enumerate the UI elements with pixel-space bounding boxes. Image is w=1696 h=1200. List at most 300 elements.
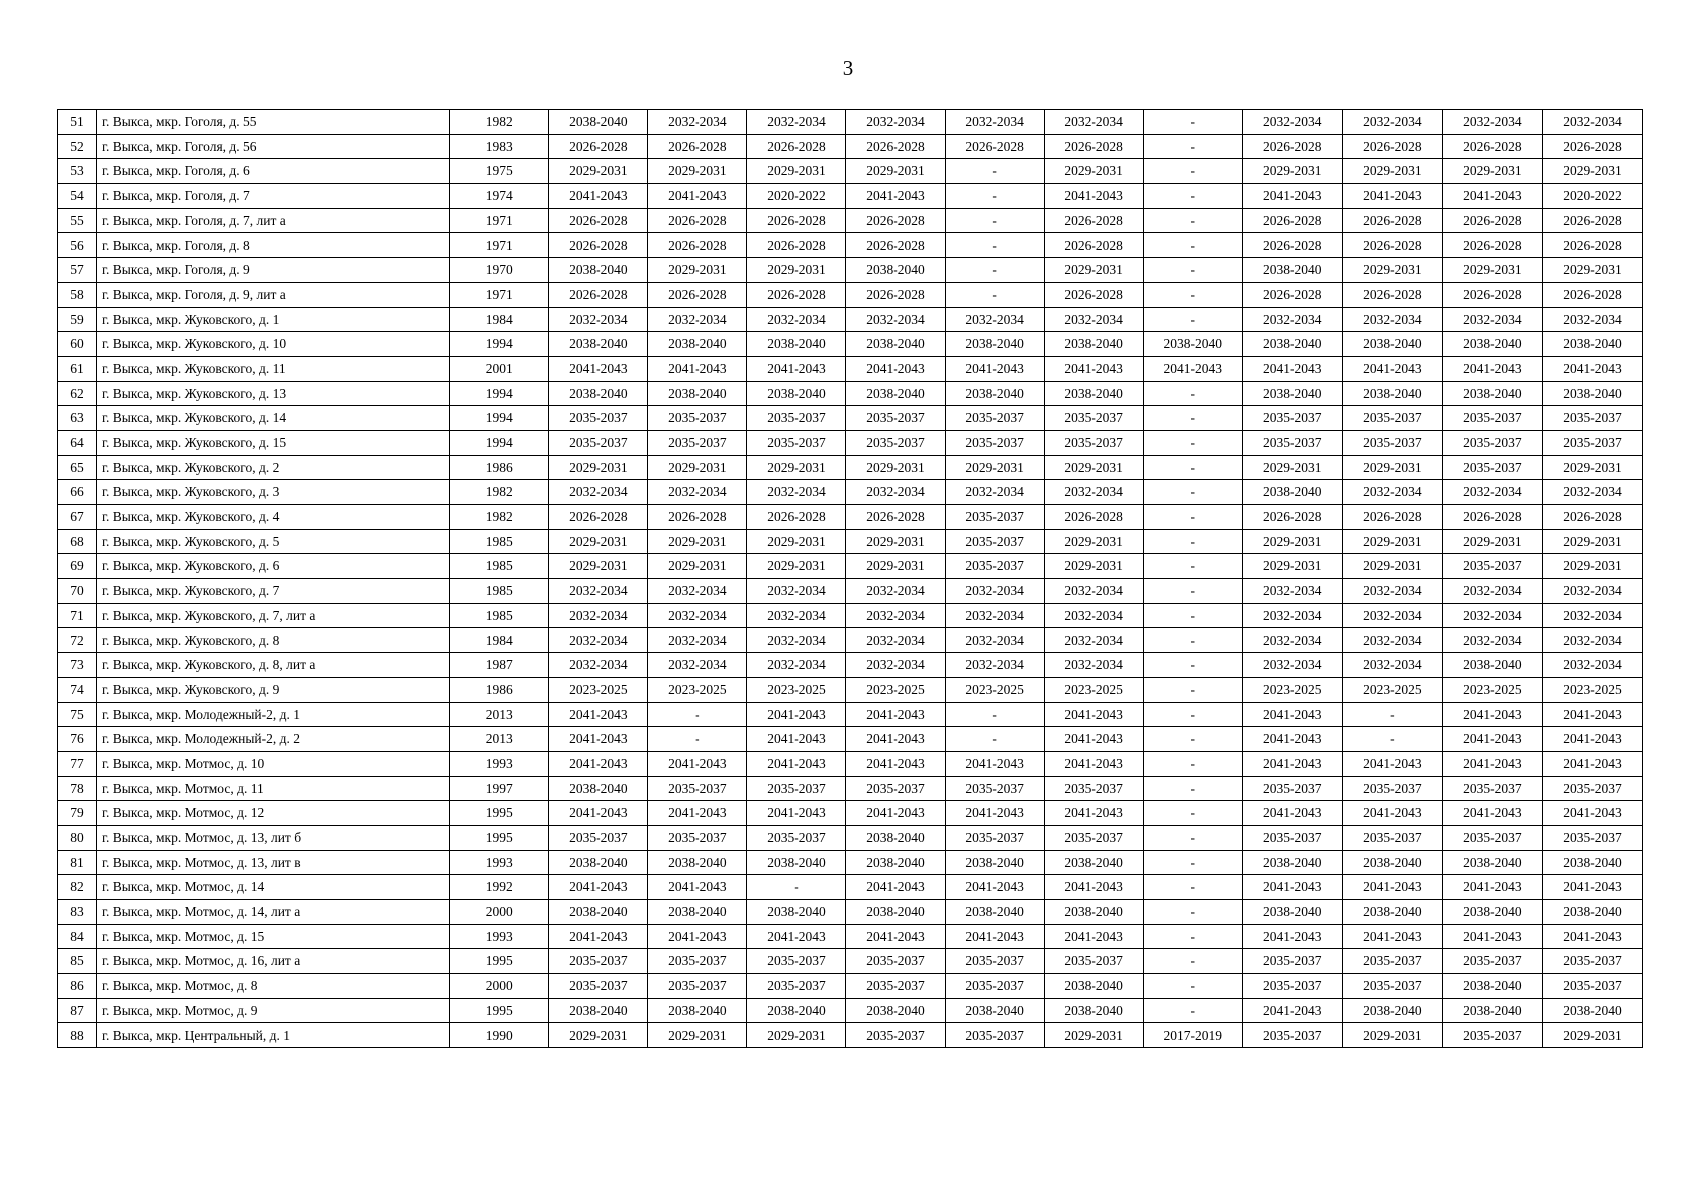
table-row [58, 307, 1643, 332]
period-col-1-cell: 2032-2034 [549, 307, 648, 332]
period-col-7-cell: - [1143, 282, 1242, 307]
period-col-9-cell: 2029-2031 [1342, 455, 1442, 480]
period-col-4-cell: 2032-2034 [846, 653, 945, 678]
period-col-1-cell: 2032-2034 [549, 579, 648, 604]
period-col-4-cell: 2038-2040 [846, 900, 945, 925]
period-col-6-cell: 2038-2040 [1044, 974, 1143, 999]
period-col-4-cell: 2041-2043 [846, 184, 945, 209]
period-col-3-cell: 2035-2037 [747, 974, 846, 999]
period-col-11-cell: 2026-2028 [1542, 282, 1642, 307]
period-col-11-cell: 2041-2043 [1542, 727, 1642, 752]
row-number-cell: 77 [58, 751, 97, 776]
period-col-7-cell: - [1143, 702, 1242, 727]
table-row [58, 825, 1643, 850]
period-col-7-cell: - [1143, 529, 1242, 554]
period-col-7-cell: - [1143, 677, 1242, 702]
period-col-2-cell: 2026-2028 [648, 505, 747, 530]
period-col-3-cell: 2038-2040 [747, 850, 846, 875]
period-col-8-cell: 2041-2043 [1242, 727, 1342, 752]
period-col-11-cell: 2026-2028 [1542, 208, 1642, 233]
period-col-5-cell: 2032-2034 [945, 628, 1044, 653]
period-col-9-cell: 2038-2040 [1342, 332, 1442, 357]
build-year-cell: 1984 [450, 628, 549, 653]
build-year-cell: 1982 [450, 110, 549, 135]
period-col-2-cell: 2041-2043 [648, 875, 747, 900]
period-col-9-cell: 2032-2034 [1342, 579, 1442, 604]
table-row [58, 603, 1643, 628]
period-col-10-cell: 2035-2037 [1442, 1023, 1542, 1048]
period-col-8-cell: 2026-2028 [1242, 134, 1342, 159]
period-col-4-cell: 2038-2040 [846, 850, 945, 875]
build-year-cell: 1995 [450, 825, 549, 850]
period-col-1-cell: 2035-2037 [549, 825, 648, 850]
address-cell: г. Выкса, мкр. Мотмос, д. 13, лит в [97, 850, 450, 875]
row-number-cell: 76 [58, 727, 97, 752]
address-cell: г. Выкса, мкр. Гоголя, д. 6 [97, 159, 450, 184]
period-col-4-cell: 2023-2025 [846, 677, 945, 702]
period-col-10-cell: 2029-2031 [1442, 159, 1542, 184]
period-col-10-cell: 2032-2034 [1442, 307, 1542, 332]
period-col-3-cell: 2038-2040 [747, 998, 846, 1023]
build-year-cell: 1994 [450, 332, 549, 357]
period-col-6-cell: 2041-2043 [1044, 184, 1143, 209]
period-col-7-cell: - [1143, 850, 1242, 875]
period-col-11-cell: 2029-2031 [1542, 529, 1642, 554]
period-col-9-cell: 2041-2043 [1342, 801, 1442, 826]
period-col-3-cell: 2041-2043 [747, 751, 846, 776]
address-cell: г. Выкса, мкр. Гоголя, д. 9, лит а [97, 282, 450, 307]
table-row [58, 134, 1643, 159]
build-year-cell: 1971 [450, 282, 549, 307]
period-col-8-cell: 2035-2037 [1242, 974, 1342, 999]
row-number-cell: 52 [58, 134, 97, 159]
period-col-2-cell: 2026-2028 [648, 208, 747, 233]
address-cell: г. Выкса, мкр. Мотмос, д. 15 [97, 924, 450, 949]
period-col-9-cell: 2035-2037 [1342, 776, 1442, 801]
period-col-3-cell: 2038-2040 [747, 900, 846, 925]
table-row [58, 159, 1643, 184]
build-year-cell: 1982 [450, 505, 549, 530]
period-col-1-cell: 2032-2034 [549, 653, 648, 678]
period-col-2-cell: 2029-2031 [648, 455, 747, 480]
table-row [58, 455, 1643, 480]
build-year-cell: 1993 [450, 924, 549, 949]
period-col-1-cell: 2029-2031 [549, 159, 648, 184]
period-col-8-cell: 2041-2043 [1242, 924, 1342, 949]
address-cell: г. Выкса, мкр. Жуковского, д. 6 [97, 554, 450, 579]
period-col-4-cell: 2032-2034 [846, 579, 945, 604]
period-col-11-cell: 2038-2040 [1542, 998, 1642, 1023]
address-cell: г. Выкса, мкр. Жуковского, д. 14 [97, 406, 450, 431]
period-col-8-cell: 2041-2043 [1242, 801, 1342, 826]
schedule-table [57, 109, 1643, 1048]
address-cell: г. Выкса, мкр. Гоголя, д. 9 [97, 258, 450, 283]
period-col-8-cell: 2035-2037 [1242, 776, 1342, 801]
period-col-11-cell: 2038-2040 [1542, 900, 1642, 925]
period-col-2-cell: 2041-2043 [648, 184, 747, 209]
period-col-5-cell: 2026-2028 [945, 134, 1044, 159]
row-number-cell: 78 [58, 776, 97, 801]
row-number-cell: 54 [58, 184, 97, 209]
table-row [58, 406, 1643, 431]
period-col-2-cell: 2032-2034 [648, 579, 747, 604]
period-col-2-cell: 2038-2040 [648, 900, 747, 925]
period-col-8-cell: 2038-2040 [1242, 850, 1342, 875]
period-col-11-cell: 2029-2031 [1542, 554, 1642, 579]
period-col-2-cell: 2026-2028 [648, 282, 747, 307]
row-number-cell: 80 [58, 825, 97, 850]
period-col-9-cell: 2035-2037 [1342, 974, 1442, 999]
table-row [58, 579, 1643, 604]
period-col-4-cell: 2041-2043 [846, 356, 945, 381]
period-col-11-cell: 2029-2031 [1542, 455, 1642, 480]
period-col-9-cell: 2035-2037 [1342, 825, 1442, 850]
period-col-4-cell: 2026-2028 [846, 208, 945, 233]
period-col-6-cell: 2038-2040 [1044, 850, 1143, 875]
period-col-7-cell: - [1143, 653, 1242, 678]
period-col-1-cell: 2041-2043 [549, 184, 648, 209]
period-col-11-cell: 2041-2043 [1542, 356, 1642, 381]
period-col-7-cell: - [1143, 134, 1242, 159]
period-col-11-cell: 2029-2031 [1542, 1023, 1642, 1048]
row-number-cell: 83 [58, 900, 97, 925]
period-col-3-cell: 2029-2031 [747, 455, 846, 480]
period-col-11-cell: 2032-2034 [1542, 579, 1642, 604]
period-col-10-cell: 2041-2043 [1442, 356, 1542, 381]
row-number-cell: 85 [58, 949, 97, 974]
period-col-4-cell: 2035-2037 [846, 949, 945, 974]
period-col-7-cell: - [1143, 776, 1242, 801]
period-col-10-cell: 2035-2037 [1442, 455, 1542, 480]
period-col-7-cell: - [1143, 184, 1242, 209]
table-row [58, 554, 1643, 579]
table-row [58, 381, 1643, 406]
table-row [58, 480, 1643, 505]
period-col-11-cell: 2041-2043 [1542, 875, 1642, 900]
period-col-6-cell: 2035-2037 [1044, 825, 1143, 850]
row-number-cell: 84 [58, 924, 97, 949]
period-col-3-cell: 2029-2031 [747, 1023, 846, 1048]
period-col-10-cell: 2038-2040 [1442, 653, 1542, 678]
period-col-5-cell: 2038-2040 [945, 332, 1044, 357]
period-col-1-cell: 2038-2040 [549, 900, 648, 925]
period-col-1-cell: 2032-2034 [549, 480, 648, 505]
period-col-1-cell: 2032-2034 [549, 603, 648, 628]
period-col-9-cell: 2032-2034 [1342, 628, 1442, 653]
period-col-5-cell: 2041-2043 [945, 924, 1044, 949]
period-col-5-cell: - [945, 282, 1044, 307]
period-col-6-cell: 2038-2040 [1044, 900, 1143, 925]
period-col-8-cell: 2032-2034 [1242, 110, 1342, 135]
period-col-3-cell: 2035-2037 [747, 825, 846, 850]
period-col-2-cell: 2032-2034 [648, 628, 747, 653]
period-col-8-cell: 2041-2043 [1242, 184, 1342, 209]
period-col-6-cell: 2035-2037 [1044, 430, 1143, 455]
row-number-cell: 86 [58, 974, 97, 999]
period-col-6-cell: 2023-2025 [1044, 677, 1143, 702]
build-year-cell: 1971 [450, 208, 549, 233]
build-year-cell: 2013 [450, 727, 549, 752]
period-col-11-cell: 2023-2025 [1542, 677, 1642, 702]
period-col-9-cell: 2026-2028 [1342, 233, 1442, 258]
period-col-9-cell: 2041-2043 [1342, 356, 1442, 381]
period-col-3-cell: 2032-2034 [747, 480, 846, 505]
address-cell: г. Выкса, мкр. Жуковского, д. 5 [97, 529, 450, 554]
period-col-3-cell: 2032-2034 [747, 110, 846, 135]
period-col-11-cell: 2035-2037 [1542, 949, 1642, 974]
page-number: 3 [842, 56, 854, 80]
period-col-6-cell: 2032-2034 [1044, 110, 1143, 135]
period-col-4-cell: 2032-2034 [846, 603, 945, 628]
period-col-6-cell: 2029-2031 [1044, 1023, 1143, 1048]
period-col-7-cell: - [1143, 208, 1242, 233]
period-col-11-cell: 2032-2034 [1542, 628, 1642, 653]
period-col-8-cell: 2041-2043 [1242, 875, 1342, 900]
period-col-6-cell: 2026-2028 [1044, 282, 1143, 307]
period-col-8-cell: 2041-2043 [1242, 998, 1342, 1023]
row-number-cell: 60 [58, 332, 97, 357]
period-col-7-cell: 2038-2040 [1143, 332, 1242, 357]
period-col-6-cell: 2041-2043 [1044, 801, 1143, 826]
period-col-6-cell: 2041-2043 [1044, 727, 1143, 752]
row-number-cell: 67 [58, 505, 97, 530]
table-row [58, 727, 1643, 752]
period-col-8-cell: 2038-2040 [1242, 332, 1342, 357]
address-cell: г. Выкса, мкр. Жуковского, д. 4 [97, 505, 450, 530]
period-col-8-cell: 2041-2043 [1242, 751, 1342, 776]
period-col-11-cell: 2041-2043 [1542, 801, 1642, 826]
table-row [58, 875, 1643, 900]
period-col-4-cell: 2029-2031 [846, 529, 945, 554]
address-cell: г. Выкса, мкр. Мотмос, д. 11 [97, 776, 450, 801]
build-year-cell: 1985 [450, 579, 549, 604]
build-year-cell: 2000 [450, 900, 549, 925]
row-number-cell: 81 [58, 850, 97, 875]
period-col-2-cell: 2041-2043 [648, 801, 747, 826]
address-cell: г. Выкса, мкр. Жуковского, д. 1 [97, 307, 450, 332]
period-col-2-cell: 2035-2037 [648, 406, 747, 431]
build-year-cell: 1995 [450, 949, 549, 974]
address-cell: г. Выкса, мкр. Гоголя, д. 7 [97, 184, 450, 209]
period-col-11-cell: 2035-2037 [1542, 825, 1642, 850]
row-number-cell: 74 [58, 677, 97, 702]
period-col-10-cell: 2038-2040 [1442, 332, 1542, 357]
row-number-cell: 72 [58, 628, 97, 653]
period-col-3-cell: 2041-2043 [747, 801, 846, 826]
table-row [58, 356, 1643, 381]
table-row [58, 184, 1643, 209]
period-col-10-cell: 2029-2031 [1442, 258, 1542, 283]
build-year-cell: 1985 [450, 554, 549, 579]
period-col-9-cell: 2026-2028 [1342, 282, 1442, 307]
period-col-2-cell: 2029-2031 [648, 529, 747, 554]
period-col-11-cell: 2029-2031 [1542, 159, 1642, 184]
row-number-cell: 75 [58, 702, 97, 727]
period-col-1-cell: 2038-2040 [549, 850, 648, 875]
table-row [58, 282, 1643, 307]
build-year-cell: 1994 [450, 381, 549, 406]
period-col-5-cell: 2035-2037 [945, 554, 1044, 579]
period-col-7-cell: - [1143, 900, 1242, 925]
period-col-5-cell: 2041-2043 [945, 356, 1044, 381]
build-year-cell: 1983 [450, 134, 549, 159]
period-col-1-cell: 2041-2043 [549, 751, 648, 776]
period-col-3-cell: 2038-2040 [747, 332, 846, 357]
period-col-3-cell: 2026-2028 [747, 505, 846, 530]
period-col-4-cell: 2038-2040 [846, 381, 945, 406]
period-col-10-cell: 2026-2028 [1442, 208, 1542, 233]
build-year-cell: 2001 [450, 356, 549, 381]
period-col-9-cell: 2023-2025 [1342, 677, 1442, 702]
period-col-11-cell: 2038-2040 [1542, 850, 1642, 875]
row-number-cell: 51 [58, 110, 97, 135]
period-col-8-cell: 2029-2031 [1242, 554, 1342, 579]
period-col-11-cell: 2032-2034 [1542, 603, 1642, 628]
row-number-cell: 59 [58, 307, 97, 332]
period-col-5-cell: 2035-2037 [945, 825, 1044, 850]
period-col-8-cell: 2035-2037 [1242, 825, 1342, 850]
period-col-4-cell: 2038-2040 [846, 825, 945, 850]
period-col-5-cell: 2032-2034 [945, 110, 1044, 135]
period-col-6-cell: 2041-2043 [1044, 875, 1143, 900]
row-number-cell: 61 [58, 356, 97, 381]
address-cell: г. Выкса, мкр. Мотмос, д. 12 [97, 801, 450, 826]
period-col-5-cell: 2041-2043 [945, 801, 1044, 826]
period-col-6-cell: 2029-2031 [1044, 554, 1143, 579]
period-col-3-cell: 2029-2031 [747, 258, 846, 283]
address-cell: г. Выкса, мкр. Жуковского, д. 13 [97, 381, 450, 406]
build-year-cell: 2013 [450, 702, 549, 727]
period-col-7-cell: - [1143, 603, 1242, 628]
build-year-cell: 1985 [450, 529, 549, 554]
period-col-9-cell: 2026-2028 [1342, 505, 1442, 530]
period-col-5-cell: 2038-2040 [945, 381, 1044, 406]
address-cell: г. Выкса, мкр. Гоголя, д. 7, лит а [97, 208, 450, 233]
address-cell: г. Выкса, мкр. Молодежный-2, д. 2 [97, 727, 450, 752]
period-col-8-cell: 2032-2034 [1242, 579, 1342, 604]
period-col-2-cell: 2035-2037 [648, 825, 747, 850]
address-cell: г. Выкса, мкр. Молодежный-2, д. 1 [97, 702, 450, 727]
period-col-5-cell: 2035-2037 [945, 776, 1044, 801]
build-year-cell: 1986 [450, 677, 549, 702]
period-col-5-cell: - [945, 208, 1044, 233]
build-year-cell: 1995 [450, 998, 549, 1023]
period-col-11-cell: 2032-2034 [1542, 307, 1642, 332]
period-col-11-cell: 2041-2043 [1542, 702, 1642, 727]
period-col-8-cell: 2026-2028 [1242, 208, 1342, 233]
period-col-9-cell: 2029-2031 [1342, 159, 1442, 184]
period-col-7-cell: - [1143, 998, 1242, 1023]
period-col-2-cell: 2041-2043 [648, 751, 747, 776]
period-col-5-cell: 2032-2034 [945, 480, 1044, 505]
period-col-4-cell: 2035-2037 [846, 430, 945, 455]
period-col-3-cell: 2026-2028 [747, 282, 846, 307]
period-col-11-cell: 2035-2037 [1542, 776, 1642, 801]
row-number-cell: 55 [58, 208, 97, 233]
table-row [58, 653, 1643, 678]
period-col-4-cell: 2032-2034 [846, 110, 945, 135]
period-col-1-cell: 2035-2037 [549, 430, 648, 455]
period-col-5-cell: - [945, 727, 1044, 752]
build-year-cell: 1974 [450, 184, 549, 209]
address-cell: г. Выкса, мкр. Центральный, д. 1 [97, 1023, 450, 1048]
period-col-7-cell: - [1143, 579, 1242, 604]
period-col-9-cell: 2035-2037 [1342, 406, 1442, 431]
period-col-6-cell: 2029-2031 [1044, 258, 1143, 283]
period-col-8-cell: 2029-2031 [1242, 529, 1342, 554]
period-col-10-cell: 2035-2037 [1442, 406, 1542, 431]
address-cell: г. Выкса, мкр. Гоголя, д. 55 [97, 110, 450, 135]
period-col-10-cell: 2032-2034 [1442, 603, 1542, 628]
address-cell: г. Выкса, мкр. Мотмос, д. 8 [97, 974, 450, 999]
period-col-1-cell: 2038-2040 [549, 998, 648, 1023]
build-year-cell: 1970 [450, 258, 549, 283]
period-col-3-cell: 2032-2034 [747, 307, 846, 332]
period-col-6-cell: 2041-2043 [1044, 751, 1143, 776]
period-col-8-cell: 2026-2028 [1242, 282, 1342, 307]
period-col-3-cell: - [747, 875, 846, 900]
period-col-9-cell: 2038-2040 [1342, 850, 1442, 875]
table-row [58, 924, 1643, 949]
period-col-4-cell: 2032-2034 [846, 628, 945, 653]
period-col-1-cell: 2026-2028 [549, 282, 648, 307]
build-year-cell: 1994 [450, 406, 549, 431]
period-col-11-cell: 2026-2028 [1542, 233, 1642, 258]
period-col-2-cell: 2026-2028 [648, 233, 747, 258]
period-col-10-cell: 2038-2040 [1442, 381, 1542, 406]
address-cell: г. Выкса, мкр. Жуковского, д. 11 [97, 356, 450, 381]
period-col-2-cell: 2029-2031 [648, 1023, 747, 1048]
period-col-2-cell: 2029-2031 [648, 258, 747, 283]
table-row [58, 1023, 1643, 1048]
table-row [58, 258, 1643, 283]
period-col-11-cell: 2029-2031 [1542, 258, 1642, 283]
period-col-10-cell: 2035-2037 [1442, 554, 1542, 579]
period-col-4-cell: 2041-2043 [846, 801, 945, 826]
period-col-3-cell: 2035-2037 [747, 776, 846, 801]
row-number-cell: 82 [58, 875, 97, 900]
period-col-9-cell: 2026-2028 [1342, 208, 1442, 233]
row-number-cell: 58 [58, 282, 97, 307]
table-row [58, 702, 1643, 727]
build-year-cell: 1993 [450, 850, 549, 875]
period-col-9-cell: - [1342, 702, 1442, 727]
address-cell: г. Выкса, мкр. Мотмос, д. 14 [97, 875, 450, 900]
period-col-5-cell: 2032-2034 [945, 307, 1044, 332]
period-col-6-cell: 2035-2037 [1044, 406, 1143, 431]
period-col-1-cell: 2041-2043 [549, 356, 648, 381]
table-row [58, 208, 1643, 233]
period-col-9-cell: 2032-2034 [1342, 480, 1442, 505]
period-col-10-cell: 2041-2043 [1442, 801, 1542, 826]
period-col-4-cell: 2035-2037 [846, 776, 945, 801]
row-number-cell: 79 [58, 801, 97, 826]
period-col-9-cell: 2035-2037 [1342, 949, 1442, 974]
period-col-5-cell: 2032-2034 [945, 579, 1044, 604]
period-col-4-cell: 2029-2031 [846, 159, 945, 184]
table-row [58, 628, 1643, 653]
period-col-9-cell: 2029-2031 [1342, 1023, 1442, 1048]
build-year-cell: 1971 [450, 233, 549, 258]
period-col-7-cell: - [1143, 554, 1242, 579]
row-number-cell: 62 [58, 381, 97, 406]
period-col-3-cell: 2035-2037 [747, 406, 846, 431]
period-col-6-cell: 2029-2031 [1044, 159, 1143, 184]
period-col-1-cell: 2029-2031 [549, 455, 648, 480]
period-col-3-cell: 2026-2028 [747, 208, 846, 233]
period-col-7-cell: 2017-2019 [1143, 1023, 1242, 1048]
period-col-1-cell: 2041-2043 [549, 702, 648, 727]
